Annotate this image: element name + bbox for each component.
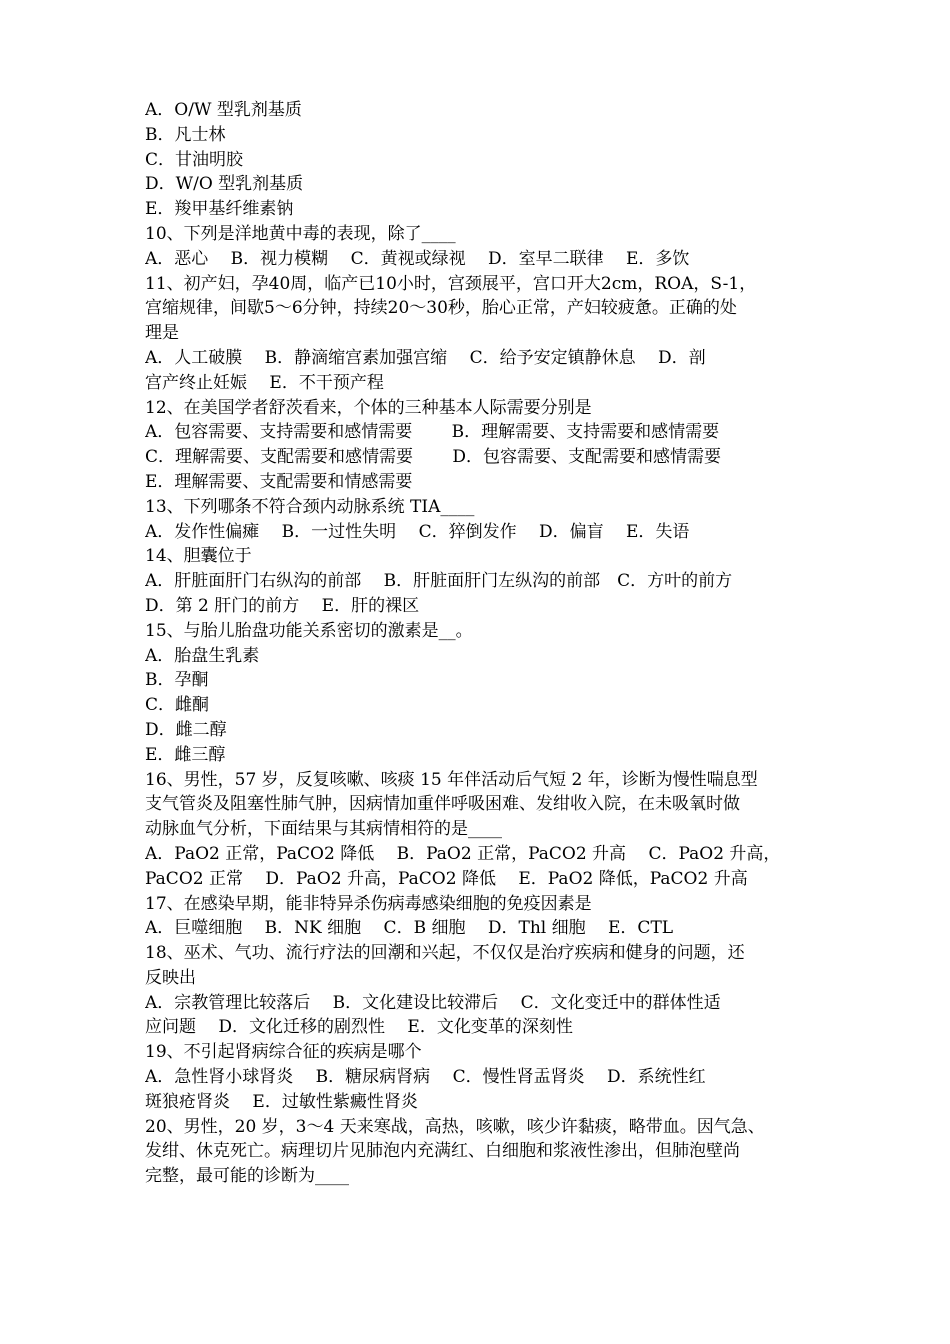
question-15-option: D．雌二醇 [145, 719, 227, 740]
question-15-option: C．雌酮 [145, 695, 210, 716]
question-19-options: A．急性肾小球肾炎 B．糖尿病肾病 C．慢性肾盂肾炎 D．系统性红 [145, 1067, 706, 1088]
question-15-option: E．雌三醇 [145, 744, 226, 765]
question-18-stem: 18、巫术、气功、流行疗法的回潮和兴起，不仅仅是治疗疾病和健身的问题，还 [145, 943, 745, 964]
question-15-stem: 15、与胎儿胎盘功能关系密切的激素是__。 [145, 620, 473, 641]
question-13-options: A．发作性偏瘫 B．一过性失明 C．猝倒发作 D．偏盲 E．失语 [145, 521, 690, 542]
question-16-options: A．PaO2 正常，PaCO2 降低 B．PaO2 正常，PaCO2 升高 C．PaO2 升高， [145, 843, 781, 864]
question-15-option: A．胎盘生乳素 [145, 645, 260, 666]
text-line: E．羧甲基纤维素钠 [145, 199, 294, 220]
question-19-stem: 19、不引起肾病综合征的疾病是哪个 [145, 1042, 422, 1063]
question-20-stem: 发绀、休克死亡。病理切片见肺泡内充满红、白细胞和浆液性渗出，但肺泡壁尚 [145, 1141, 740, 1162]
question-17-stem: 17、在感染早期，能非特异杀伤病毒感染细胞的免疫因素是 [145, 893, 592, 914]
question-16-stem: 支气管炎及阻塞性肺气肿，因病情加重伴呼吸困难、发绀收入院，在未吸氧时做 [145, 794, 740, 815]
question-11-stem: 理是 [145, 323, 179, 344]
question-12-stem: 12、在美国学者舒茨看来，个体的三种基本人际需要分别是 [145, 397, 592, 418]
question-18-options: 应问题 D．文化迁移的剧烈性 E．文化变革的深刻性 [145, 1017, 573, 1038]
question-16-options: PaCO2 正常 D．PaO2 升高，PaCO2 降低 E．PaO2 降低，PaCO2 升高 [145, 868, 748, 889]
text-line: B．凡士林 [145, 124, 226, 145]
question-12-options: E．理解需要、支配需要和情感需要 [145, 471, 413, 492]
question-17-options: A．巨噬细胞 B．NK 细胞 C．B 细胞 D．Thl 细胞 E．CTL [145, 918, 674, 939]
question-11-options: A．人工破膜 B．静滴缩宫素加强宫缩 C．给予安定镇静休息 D．剖 [145, 347, 706, 368]
question-11-stem: 宫缩规律，间歇5～6分钟，持续20～30秒，胎心正常，产妇较疲惫。正确的处 [145, 298, 737, 319]
question-13-stem: 13、下列哪条不符合颈内动脉系统 TIA____ [145, 496, 475, 517]
question-14-options: A．肝脏面肝门右纵沟的前部 B．肝脏面肝门左纵沟的前部 C．方叶的前方 [145, 571, 733, 592]
text-line: A．O/W 型乳剂基质 [145, 100, 302, 120]
question-19-options: 斑狼疮肾炎 E．过敏性紫癜性肾炎 [145, 1091, 418, 1112]
question-15-option: B．孕酮 [145, 670, 209, 691]
question-20-stem: 20、男性，20 岁，3～4 天来寒战，高热，咳嗽，咳少许黏痰，略带血。因气急、 [145, 1116, 765, 1137]
question-14-stem: 14、胆囊位于 [145, 546, 252, 567]
question-11-stem: 11、初产妇，孕40周，临产已10小时，宫颈展平，宫口开大2cm，ROA，S-1， [145, 273, 757, 294]
question-18-stem: 反映出 [145, 967, 196, 988]
question-14-options: D．第 2 肝门的前方 E．肝的裸区 [145, 595, 420, 616]
question-12-options: C．理解需要、支配需要和感情需要 D．包容需要、支配需要和感情需要 [145, 447, 722, 468]
question-20-stem: 完整，最可能的诊断为____ [145, 1166, 349, 1187]
question-10-options: A．恶心 B．视力模糊 C．黄视或绿视 D．室早二联律 E．多饮 [145, 248, 690, 269]
question-12-options: A．包容需要、支持需要和感情需要 B．理解需要、支持需要和感情需要 [145, 422, 720, 443]
question-text-body [145, 98, 815, 1189]
question-11-options: 宫产终止妊娠 E．不干预产程 [145, 372, 384, 393]
question-16-stem: 动脉血气分析，下面结果与其病情相符的是____ [145, 819, 502, 840]
question-16-stem: 16、男性，57 岁，反复咳嗽、咳痰 15 年伴活动后气短 2 年，诊断为慢性喘息型 [145, 769, 758, 790]
text-line: C．甘油明胶 [145, 149, 244, 170]
question-18-options: A．宗教管理比较落后 B．文化建设比较滞后 C．文化变迁中的群体性适 [145, 992, 721, 1013]
question-10-stem: 10、下列是洋地黄中毒的表现，除了____ [145, 223, 456, 244]
text-line: D．W/O 型乳剂基质 [145, 174, 304, 195]
